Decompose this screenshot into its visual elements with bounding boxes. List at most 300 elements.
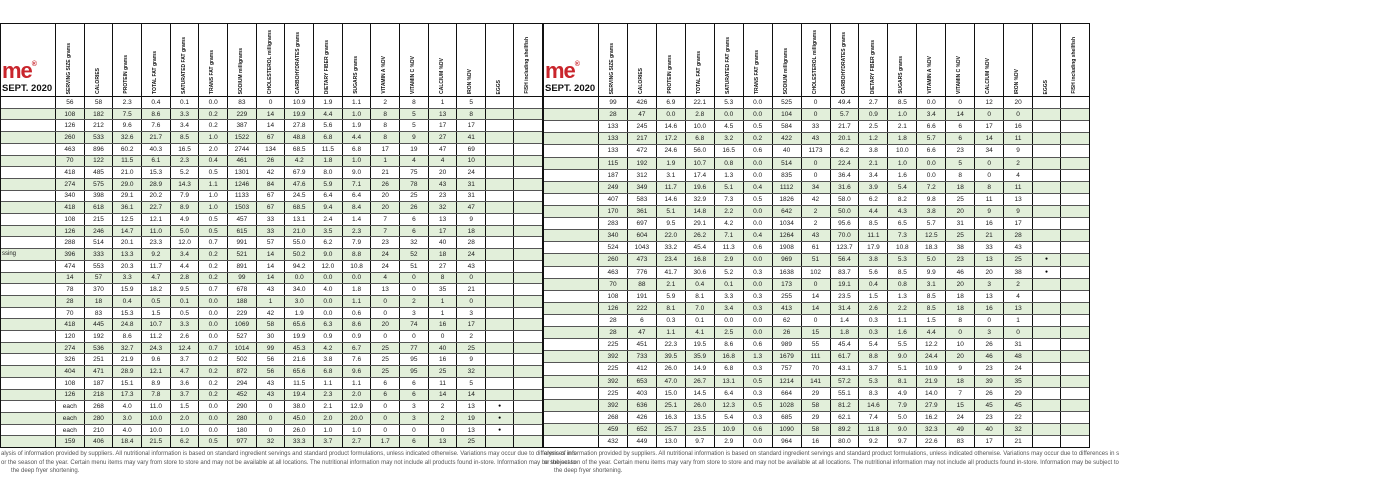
fish-cell (1061, 424, 1089, 435)
table-cell: 0 (257, 401, 286, 412)
row-label (544, 145, 599, 156)
table-cell: 422 (773, 133, 802, 144)
disclaimer-line-1: alysis of information provided by suppliers. All nutritional information is based on standard ingredient servings and standard product formulations, unless indicated otherwise. Variations may occur due to differences in s (544, 451, 1120, 457)
table-cell: 17.3 (113, 390, 142, 401)
table-cell: 47 (628, 327, 657, 338)
table-cell: 14.0 (917, 388, 946, 399)
table-cell: 5.3 (859, 376, 888, 387)
table-cell: 6.6 (917, 121, 946, 132)
table-cell: 33 (802, 121, 831, 132)
column-header-label: SUGARS grams (352, 56, 359, 94)
table-cell: 188 (228, 296, 257, 307)
table-cell: 68.5 (285, 202, 314, 213)
table-cell: 62 (773, 315, 802, 326)
column-header (314, 24, 343, 96)
table-cell: 6.7 (343, 343, 372, 354)
fish-cell (514, 436, 542, 447)
table-row (544, 181, 1089, 193)
table-cell: 192 (85, 331, 114, 342)
eggs-cell (1033, 327, 1061, 338)
eggs-cell (486, 308, 514, 319)
table-cell: 47 (628, 109, 657, 120)
row-label (544, 170, 599, 181)
table-cell: 23 (429, 191, 458, 202)
table-cell: 0.0 (715, 109, 744, 120)
table-cell: 52 (400, 249, 429, 260)
table-cell: 5.7 (831, 109, 860, 120)
fish-cell (514, 401, 542, 412)
table-cell: 16 (1004, 121, 1033, 132)
table-cell: 0 (371, 425, 400, 436)
table-cell: 340 (599, 230, 628, 241)
table-cell: 20 (946, 206, 975, 217)
table-row (544, 144, 1089, 156)
table-cell: 8 (429, 273, 458, 284)
table-row (1, 225, 542, 237)
table-cell: 0.0 (199, 296, 228, 307)
table-cell: 16.2 (917, 412, 946, 423)
table-cell: 392 (599, 400, 628, 411)
table-cell: 10 (457, 156, 486, 167)
table-cell: 0 (400, 425, 429, 436)
table-cell: 46 (946, 267, 975, 278)
table-cell: 9.6 (142, 354, 171, 365)
table-cell: 370 (85, 284, 114, 295)
table-cell: 0 (429, 425, 458, 436)
table-cell: 5 (457, 378, 486, 389)
table-cell: 17 (1004, 218, 1033, 229)
table-cell: 108 (56, 109, 85, 120)
table-cell: 31 (457, 179, 486, 190)
table-cell: 485 (85, 167, 114, 178)
disclaimer-line-1: alysis of information provided by suppliers. All nutritional information is based on standard ingredient servings and standard product formulations, unless indicated otherwise. Variations may occur due to differences in s (1, 451, 577, 457)
table-cell: 502 (228, 354, 257, 365)
table-cell: 22.7 (142, 202, 171, 213)
table-cell: 1.2 (859, 133, 888, 144)
brand-logo (545, 58, 580, 84)
table-cell: 6 (946, 133, 975, 144)
table-cell: 0.4 (199, 156, 228, 167)
table-row (1, 295, 542, 307)
table-cell: 6 (400, 436, 429, 447)
table-cell: 15.9 (113, 284, 142, 295)
table-cell: 23.3 (142, 237, 171, 248)
column-header (285, 24, 314, 96)
table-cell: 70 (56, 308, 85, 319)
table-cell: 2.4 (314, 214, 343, 225)
table-cell: 1.0 (199, 191, 228, 202)
table-cell: 20.3 (113, 261, 142, 272)
row-label (544, 327, 599, 338)
table-cell: 3.8 (917, 206, 946, 217)
table-cell: 6 (371, 378, 400, 389)
table-cell: 5 (946, 158, 975, 169)
table-cell: 1.5 (142, 308, 171, 319)
table-cell: 0 (975, 109, 1004, 120)
table-cell: 20.1 (831, 133, 860, 144)
table-cell: 0.4 (113, 296, 142, 307)
table-cell: 1 (1004, 315, 1033, 326)
table-cell: 0 (802, 97, 831, 108)
table-cell: 1503 (228, 202, 257, 213)
column-header (859, 24, 888, 96)
table-row (544, 193, 1089, 205)
fish-cell (514, 249, 542, 260)
table-cell: 0.3 (657, 315, 686, 326)
table-cell: 38 (1004, 267, 1033, 278)
table-cell: 0.0 (744, 254, 773, 265)
table-cell: 6.8 (314, 132, 343, 143)
table-row (1, 283, 542, 295)
table-row (1, 342, 542, 354)
date-label: SEPT. 2020 (2, 83, 53, 94)
table-cell: 9.6 (113, 120, 142, 131)
table-cell: 159 (56, 436, 85, 447)
table-cell: 471 (85, 366, 114, 377)
table-cell: 23.4 (657, 254, 686, 265)
row-label (544, 109, 599, 120)
row-label (544, 291, 599, 302)
table-cell: 0 (257, 425, 286, 436)
row-label (1, 425, 56, 436)
nutrition-table-panel-left (0, 23, 577, 476)
table-cell: 0.5 (199, 436, 228, 447)
fish-cell (514, 413, 542, 424)
table-cell: 67 (257, 202, 286, 213)
table-cell: 4 (1004, 291, 1033, 302)
table-cell: 0 (257, 97, 286, 108)
table-cell: 474 (56, 261, 85, 272)
column-header (946, 24, 975, 96)
table-cell: 1.1 (343, 378, 372, 389)
table-cell: 4 (429, 156, 458, 167)
table-cell: 5 (400, 120, 429, 131)
table-cell: 31.6 (831, 182, 860, 193)
column-header-label: TRANS FAT grams (209, 49, 216, 94)
column-header (715, 24, 744, 96)
table-cell: 0 (802, 170, 831, 181)
table-cell: 326 (56, 354, 85, 365)
table-cell: 0.5 (199, 226, 228, 237)
table-cell: 25 (400, 191, 429, 202)
table-cell: 1826 (773, 194, 802, 205)
table-cell: 1.1 (199, 179, 228, 190)
table-row (1, 178, 542, 190)
table-row (544, 205, 1089, 217)
table-cell: 24.8 (113, 319, 142, 330)
table-cell: 4 (400, 156, 429, 167)
table-cell: 1.1 (314, 378, 343, 389)
table-cell: 13.1 (285, 214, 314, 225)
table-cell: 0.1 (686, 315, 715, 326)
fish-cell (1061, 206, 1089, 217)
table-cell: 1.9 (314, 97, 343, 108)
table-cell: 461 (228, 156, 257, 167)
table-row (544, 108, 1089, 120)
table-cell: 0.5 (744, 121, 773, 132)
egg-allergen-dot: ● (1045, 256, 1049, 263)
table-row (544, 423, 1089, 435)
row-label (1, 378, 56, 389)
table-cell: 24.3 (142, 343, 171, 354)
table-cell: 0.7 (199, 343, 228, 354)
table-cell: 404 (56, 366, 85, 377)
table-cell: 42 (257, 167, 286, 178)
table-cell: 2.5 (859, 121, 888, 132)
column-header-label: CALCIUM %DV (985, 58, 992, 94)
column-header-label: IRON %DV (1014, 68, 1021, 94)
table-cell: 19.9 (285, 109, 314, 120)
fish-cell (1061, 158, 1089, 169)
table-cell: 2 (429, 401, 458, 412)
table-cell: 16.8 (715, 351, 744, 362)
table-cell: 312 (628, 170, 657, 181)
row-label: ssing (1, 249, 56, 260)
table-cell: 32.3 (917, 424, 946, 435)
table-cell: 0.2 (199, 249, 228, 260)
table-cell: 0.0 (744, 109, 773, 120)
table-cell: 896 (85, 144, 114, 155)
table-cell: 4.4 (343, 132, 372, 143)
table-cell: 398 (85, 191, 114, 202)
table-cell: 1.0 (314, 425, 343, 436)
table-cell: 13.5 (686, 412, 715, 423)
row-label (1, 237, 56, 248)
column-header (113, 24, 142, 96)
row-label (1, 296, 56, 307)
table-cell: 4.0 (314, 284, 343, 295)
table-body (544, 97, 1089, 448)
table-cell: 432 (599, 436, 628, 447)
table-cell: 0 (1004, 109, 1033, 120)
table-cell: 35 (429, 284, 458, 295)
table-cell: 8 (457, 109, 486, 120)
fish-cell (1061, 109, 1089, 120)
table-cell: 0.0 (917, 170, 946, 181)
table-cell: 27 (429, 132, 458, 143)
fish-cell (514, 261, 542, 272)
row-label (544, 242, 599, 253)
table-cell: 333 (85, 249, 114, 260)
table-cell: 4 (1004, 170, 1033, 181)
eggs-cell (1033, 133, 1061, 144)
table-cell: 25.7 (657, 424, 686, 435)
table-cell: 2.7 (343, 436, 372, 447)
table-cell: 61.7 (831, 351, 860, 362)
table-cell: 0.3 (859, 315, 888, 326)
table-cell: 1.0 (888, 158, 917, 169)
table-cell: 16 (429, 354, 458, 365)
table-cell: 28.9 (142, 179, 171, 190)
table-cell: 9.0 (343, 167, 372, 178)
table-cell: 0.0 (199, 97, 228, 108)
fish-cell (514, 167, 542, 178)
table-cell: 215 (85, 214, 114, 225)
table-cell: 14.6 (657, 121, 686, 132)
table-cell: 26.0 (657, 363, 686, 374)
column-header-label: SODIUM milligrams (237, 47, 244, 94)
column-header (457, 24, 486, 96)
row-label (1, 179, 56, 190)
table-cell: 3.3 (715, 291, 744, 302)
table-cell: 13.3 (113, 249, 142, 260)
table-cell: 7 (946, 388, 975, 399)
table-row (1, 97, 542, 108)
table-cell: 27.9 (917, 400, 946, 411)
table-cell: 283 (599, 218, 628, 229)
table-cell: 36.4 (831, 170, 860, 181)
table-cell: 126 (56, 226, 85, 237)
table-cell: 6.2 (314, 237, 343, 248)
table-cell: 525 (773, 97, 802, 108)
table-cell: 4.4 (171, 261, 200, 272)
table-cell: 5.0 (917, 254, 946, 265)
table-cell: 19 (457, 413, 486, 424)
table-cell: 8.1 (888, 376, 917, 387)
row-label (544, 121, 599, 132)
table-cell: 2744 (228, 144, 257, 155)
table-cell: 7.8 (142, 390, 171, 401)
table-cell: 0.5 (744, 194, 773, 205)
eggs-cell (1033, 339, 1061, 350)
brand-logo-text: me (545, 58, 575, 84)
table-cell: 9 (457, 214, 486, 225)
table-cell: 77 (400, 343, 429, 354)
table-cell: 24 (1004, 363, 1033, 374)
table-cell: 1.0 (343, 156, 372, 167)
table-cell: 18 (946, 303, 975, 314)
eggs-cell (486, 179, 514, 190)
table-cell: 58 (257, 319, 286, 330)
table-cell: 12.2 (917, 339, 946, 350)
row-label (1, 308, 56, 319)
table-cell: 45.3 (285, 343, 314, 354)
table-cell: 0 (975, 315, 1004, 326)
table-cell: 22 (1004, 412, 1033, 423)
table-cell: 7.6 (142, 120, 171, 131)
column-header (1004, 24, 1033, 96)
table-cell: 6.4 (343, 191, 372, 202)
table-cell: 88 (628, 279, 657, 290)
table-cell: 0.8 (888, 279, 917, 290)
table-cell: 99 (257, 343, 286, 354)
table-cell: 104 (773, 109, 802, 120)
table-cell: 50.2 (285, 249, 314, 260)
table-cell: 4.2 (715, 218, 744, 229)
table-cell: 47 (429, 144, 458, 155)
table-row (1, 108, 542, 120)
eggs-cell (1033, 206, 1061, 217)
eggs-cell (486, 390, 514, 401)
table-cell: 3.9 (859, 182, 888, 193)
table-cell: 583 (628, 194, 657, 205)
table-cell: 8.6 (113, 331, 142, 342)
table-cell: 95.6 (831, 218, 860, 229)
table-cell: 473 (628, 254, 657, 265)
table-row (544, 362, 1089, 374)
table-cell: 575 (85, 179, 114, 190)
table-cell: 41 (457, 132, 486, 143)
table-row (544, 375, 1089, 387)
table-cell: 2.9 (715, 436, 744, 447)
column-header-label: CALORIES (94, 68, 101, 94)
table-cell: 18.2 (142, 284, 171, 295)
table-cell: 55.0 (285, 237, 314, 248)
table-cell: 21 (975, 230, 1004, 241)
row-label (1, 390, 56, 401)
table-row (544, 132, 1089, 144)
table-cell: 6.8 (314, 366, 343, 377)
row-label (544, 267, 599, 278)
table-cell: 0.0 (744, 218, 773, 229)
fish-cell (1061, 327, 1089, 338)
table-cell: 42 (257, 308, 286, 319)
table-cell: 49 (946, 424, 975, 435)
table-cell: 4.9 (888, 388, 917, 399)
table-cell: 70 (56, 156, 85, 167)
table-cell: 12.9 (343, 401, 372, 412)
eggs-cell (1033, 158, 1061, 169)
table-cell: 3.3 (113, 273, 142, 284)
table-cell: 3 (400, 308, 429, 319)
table-cell: 23.5 (686, 424, 715, 435)
table-cell: 51 (802, 254, 831, 265)
table-cell: 0 (457, 296, 486, 307)
table-cell: 6.4 (715, 388, 744, 399)
table-cell: 18 (946, 182, 975, 193)
eggs-cell (486, 261, 514, 272)
table-cell: 697 (628, 218, 657, 229)
table-cell: 1014 (228, 343, 257, 354)
row-label (1, 343, 56, 354)
table-row (544, 217, 1089, 229)
table-cell: 40 (429, 343, 458, 354)
table-cell: 133 (599, 133, 628, 144)
table-cell: 3.7 (859, 363, 888, 374)
table-cell: 5.2 (715, 267, 744, 278)
table-cell: 13 (429, 436, 458, 447)
table-cell: 1112 (773, 182, 802, 193)
table-cell: 349 (628, 182, 657, 193)
table-cell: 13 (975, 254, 1004, 265)
table-cell: 2.0 (199, 144, 228, 155)
table-cell: 0.2 (199, 366, 228, 377)
nutrition-table-panel-right (543, 23, 1120, 476)
table-cell: 1.0 (343, 425, 372, 436)
row-label (544, 97, 599, 108)
table-cell: 29.0 (113, 179, 142, 190)
eggs-cell (1033, 363, 1061, 374)
table-cell: 584 (773, 121, 802, 132)
table-cell: 776 (628, 267, 657, 278)
table-cell: 12.5 (113, 214, 142, 225)
table-cell: 0 (457, 273, 486, 284)
table-cell: 11.7 (657, 182, 686, 193)
table-cell: 0.1 (715, 279, 744, 290)
table-cell: 418 (56, 167, 85, 178)
registered-mark: ® (31, 61, 37, 69)
table-cell: 11.5 (314, 144, 343, 155)
column-header-label: FISH including shellfish (1071, 37, 1078, 94)
table-cell: 2 (802, 218, 831, 229)
table-cell: 20 (371, 319, 400, 330)
table-cell: 1.0 (171, 425, 200, 436)
table-cell: 20 (371, 191, 400, 202)
column-header-label: CALCIUM %DV (438, 58, 445, 94)
table-cell: 10.0 (686, 121, 715, 132)
fish-cell (514, 202, 542, 213)
table-cell: 4.7 (171, 366, 200, 377)
